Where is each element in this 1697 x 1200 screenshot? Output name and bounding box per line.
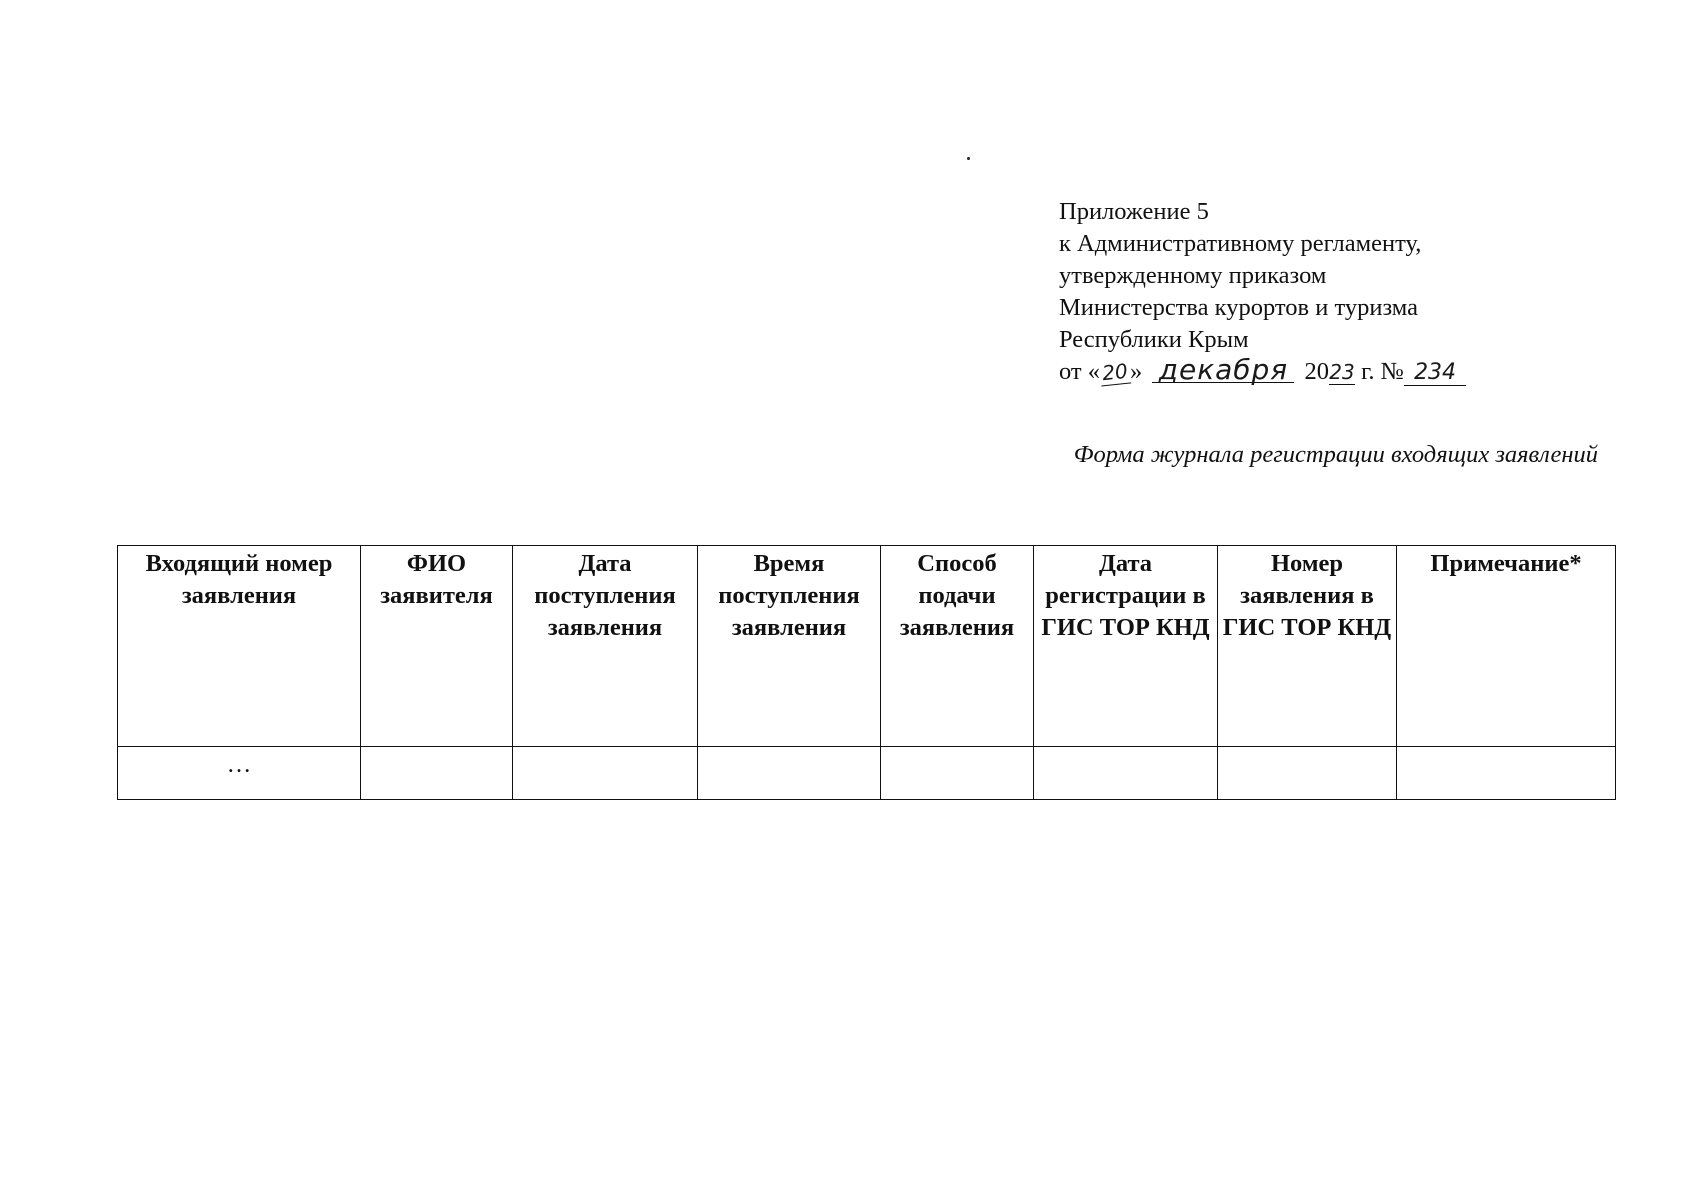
column-header-receipt-date: Дата поступления заявления [513, 546, 698, 747]
table-cell [1034, 747, 1218, 800]
appendix-header [1059, 196, 1619, 388]
table-cell [881, 747, 1034, 800]
handwritten-year: 23 [1329, 360, 1355, 384]
column-header-note: Примечание* [1397, 546, 1616, 747]
registration-journal-table [117, 545, 1616, 800]
appendix-line: Республики Крым [1059, 326, 1249, 353]
table-header-row [118, 546, 1616, 747]
form-title: Форма журнала регистрации входящих заявлений [1073, 441, 1598, 468]
date-quote-close: » [1130, 358, 1143, 385]
table-cell [361, 747, 513, 800]
appendix-line: Министерства курортов и туризма [1059, 294, 1418, 321]
year-tail: г. № [1361, 358, 1405, 385]
handwritten-order-number: 234 [1404, 361, 1466, 386]
table-cell [698, 747, 881, 800]
appendix-line: утвержденному приказом [1059, 262, 1327, 289]
appendix-line: Приложение 5 [1059, 198, 1209, 225]
column-header-incoming-number: Входящий номер заявления [118, 546, 361, 747]
column-header-applicant-name: ФИО заявителя [361, 546, 513, 747]
column-header-gis-application-number: Номер заявления в ГИС ТОР КНД [1218, 546, 1397, 747]
table-row [118, 747, 1616, 800]
table-cell [1218, 747, 1397, 800]
appendix-line: к Административному регламенту, [1059, 230, 1422, 257]
column-header-receipt-time: Время поступления заявления [698, 546, 881, 747]
handwritten-month: декабря [1152, 358, 1294, 383]
table-cell: … [118, 747, 361, 800]
table-cell [513, 747, 698, 800]
date-prefix: от « [1059, 358, 1101, 385]
handwritten-day: 20 [1099, 359, 1131, 387]
column-header-submission-method: Способ подачи заявления [881, 546, 1034, 747]
order-date-line [1059, 353, 1619, 388]
table-cell [1397, 747, 1616, 800]
scan-speck [967, 157, 970, 160]
column-header-gis-registration-date: Дата регистрации в ГИС ТОР КНД [1034, 546, 1218, 747]
year-prefix: 20 [1304, 358, 1330, 385]
